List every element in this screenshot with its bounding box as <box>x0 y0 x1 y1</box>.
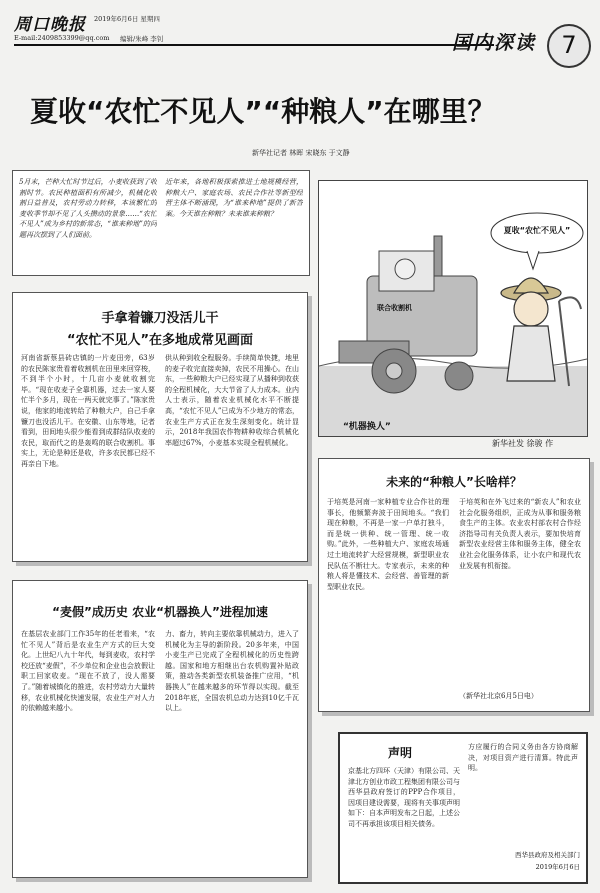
section-title: 国内深读 <box>451 32 536 54</box>
cartoon-illustration <box>318 180 588 437</box>
article-1-title-line2: “农忙不见人”在多地成常见画面 <box>66 333 254 348</box>
article-3-dateline: （新华社北京6月5日电） <box>459 692 538 700</box>
issue-date: 2019年6月6日 星期四 <box>94 15 160 23</box>
article-1-col1: 河南省新蔡县砖店镇的一片麦田旁，63岁的农民陈家贵看着收割机在田里来回穿梭，不到半个小时，十几亩小麦就收割完毕。“现在收麦子全靠机器，过去一家人要忙半个多月，现在一两天就完事了。”陈家贵说，他家的地流转给了种粮大户，自己手拿镰刀也没活儿干。在安徽、山东等地，记者看到，田间地头很少能看到成群结队收麦的农民，取而代之的是轰鸣的联合收割机。事实上，无论是种还是收，许多农民都已经不再亲自下地。 <box>21 354 155 468</box>
notice-title: 声明 <box>387 746 412 760</box>
notice-date: 2019年6月6日 <box>535 863 580 871</box>
page-number-badge <box>547 24 591 68</box>
cartoon-caption: “机器换人” <box>343 422 391 432</box>
article-2 <box>12 580 308 878</box>
cartoon-drawing <box>319 181 587 436</box>
notice-col2: 方应履行的合同义务由各方协商解决，对项目资产进行清算。特此声明。 <box>468 743 578 773</box>
masthead: 周口晚报 <box>14 15 86 35</box>
cartoon-credit: 新华社发 徐骏 作 <box>492 439 554 448</box>
notice-box <box>338 732 588 884</box>
intro-right: 近年来，各地积极探索推进土地规模经营，种粮大户、家庭农场、农民合作社等新型经营主体不断涌现，为“谁来种地”提供了新答案。今天谁在种粮？未来谁来种粮？ <box>165 178 303 218</box>
notice-signature: 西华县政府及相关部门 <box>515 851 580 859</box>
contact-email: E-mail:2409853399@qq.com <box>14 34 110 42</box>
article-2-title: “麦假”成历史 农业“机器换人”进程加速 <box>52 605 268 619</box>
article-3-col1: 于培英是河南一家种植专业合作社的理事长，他频繁奔波于田间地头。“我们现在种粮，不再是一家一户单打独斗，而是统一供种、统一管理、统一收购。”此外，一些种植大户、家庭农场通过土地流转扩大经营规模，新型职业农民队伍不断壮大。专家表示，未来的种粮人将是懂技术、会经营、善管理的新型职业农民。 <box>327 498 449 591</box>
editor-credit: 编辑/朱峰 李钊 <box>120 35 164 43</box>
article-1-title-line1: 手拿着镰刀没活儿干 <box>101 311 219 326</box>
article-1 <box>12 292 308 562</box>
main-headline: 夏收“农忙不见人”“种粮人”在哪里？ <box>30 95 496 128</box>
article-3 <box>318 458 590 712</box>
speech-bubble-text: 夏收“农忙不见人” <box>503 226 571 235</box>
page-number: 7 <box>561 31 577 59</box>
article-1-col2: 供从种到收全程服务。手续简单快捷，地里的麦子收完直接卖掉，农民不用操心。在山东，一些种粮大户已经实现了从播种到收获的全程机械化，大大节省了人力成本。业内人士表示，随着农业机械化水平不断提高，“农忙不见人”已成为不少地方的常态，农业生产方式正在发生深刻变化。统计显示，2018年我国农作物耕种收综合机械化率超过67%，小麦基本实现全程机械化。 <box>165 354 299 447</box>
article-2-col1: 在基层农业部门工作35年的任老看来，“农忙不见人”背后是农业生产方式的巨大变化。上世纪八九十年代，每到麦收，农村学校还放“麦假”，不少单位和企业也会放假让职工回家收麦。“现在不放了，没人需要了。”随着城镇化的推进，农村劳动力大量转移，农业机械化快速发展，农业生产对人力的依赖越来越小。 <box>21 630 155 713</box>
article-2-col2: 力、畜力，转向主要依靠机械动力，进入了机械化为主导的新阶段。20多年来，中国小麦生产已完成了全程机械化的历史性跨越。国家和地方相继出台农机购置补贴政策，推动各类新型农机装备推广应用，“机器换人”在越来越多的环节得以实现。截至2018年底，全国农机总动力达到10亿千瓦以上。 <box>165 630 299 713</box>
article-3-title: 未来的“种粮人”长啥样？ <box>386 475 522 489</box>
notice-col1: 京基北方四环（天津）有限公司、天津北方创业市政工程集团有限公司与西华县政府签订的PPP合作项目，因项目建设需要，现将有关事项声明如下：自本声明发布之日起，上述公司不再承担该项目相关债务。 <box>348 767 460 828</box>
intro-box <box>12 170 310 276</box>
machine-label: 联合收割机 <box>377 304 412 312</box>
article-3-col2: 于培英和在外飞过来的“新农人”和农业社会化服务组织，正成为从事和服务粮食生产的主体。农业农村部农村合作经济指导司有关负责人表示，要加快培育新型农业经营主体和服务主体，健全农业社会化服务体系，让小农户和现代农业发展有机衔接。 <box>459 498 581 570</box>
byline: 新华社记者 林晖 宋晓东 于文静 <box>252 149 350 157</box>
header-rule <box>14 44 494 46</box>
intro-left: 5月末，芒种大忙时节过后，小麦收获到了收割时节。农民种植面积有所减少，机械化收割日益普及，农村劳动力转移，本该繁忙的麦收季节却不见了人头攒动的景象……“农忙不见人”成为乡村的新常态，“谁来种地”的问题再次摆到了人们面前。 <box>19 178 157 239</box>
